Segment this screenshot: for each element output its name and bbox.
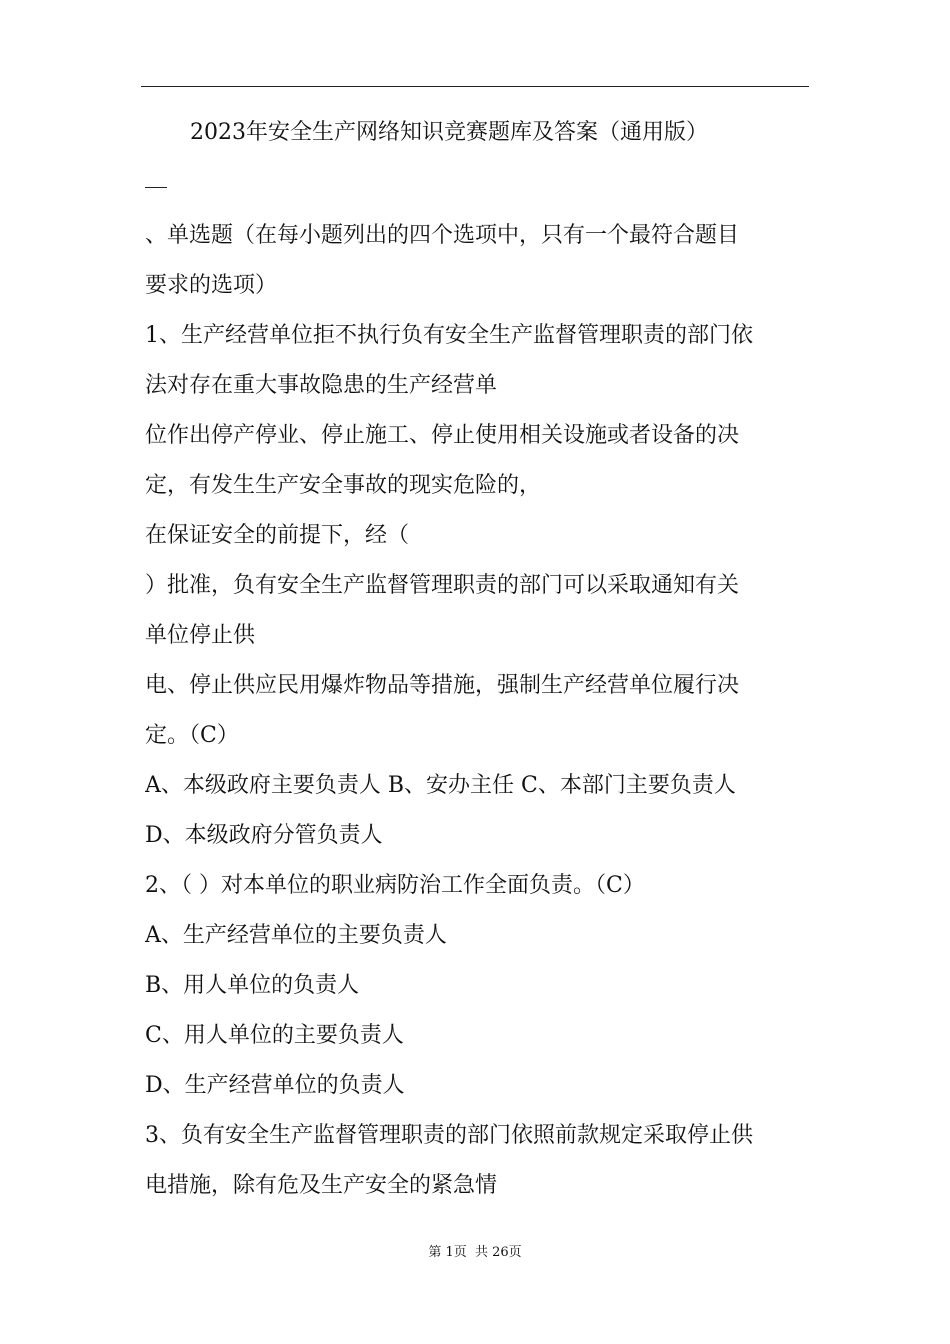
question-3-line: 电措施，除有危及生产安全的紧急情 (145, 1173, 498, 1198)
question-1-answer: 定。（C） (145, 723, 239, 748)
document-body (145, 170, 810, 1220)
section-marker (145, 170, 810, 220)
question-1-line: 单位停止供 (145, 623, 256, 648)
question-1-line: 电、停止供应民用爆炸物品等措施，强制生产经营单位履行决 (145, 673, 740, 698)
body-line: 要求的选项） (145, 273, 278, 298)
question-1-line: ）批准，负有安全生产监督管理职责的部门可以采取通知有关 (145, 573, 740, 598)
question-2-option-a: A、生产经营单位的主要负责人 (145, 923, 447, 948)
question-1-line: 在保证安全的前提下，经（ (145, 523, 410, 548)
header-rule (141, 86, 809, 87)
question-2-option-c: C、用人单位的主要负责人 (145, 1023, 404, 1048)
question-1-line: 定，有发生生产安全事故的现实危险的， (145, 473, 542, 498)
section-marker-dash (145, 187, 167, 188)
question-1-line: 位作出停产停业、停止施工、停止使用相关设施或者设备的决 (145, 423, 740, 448)
question-1-line: 法对存在重大事故隐患的生产经营单 (145, 373, 498, 398)
document-title: 2023年安全生产网络知识竞赛题库及答案（通用版） (190, 120, 708, 145)
page-footer: 第 1页 共 26页 (428, 1245, 522, 1260)
question-1-options: A、本级政府主要负责人 B、安办主任 C、本部门主要负责人 (145, 773, 736, 798)
question-3-line: 3、负有安全生产监督管理职责的部门依照前款规定采取停止供 (145, 1123, 753, 1148)
question-2-line: 2、（ ）对本单位的职业病防治工作全面负责。（C） (145, 873, 645, 898)
question-1-option-d: D、本级政府分管负责人 (145, 823, 383, 848)
question-1-line: 1、生产经营单位拒不执行负有安全生产监督管理职责的部门依 (145, 323, 753, 348)
question-2-option-d: D、生产经营单位的负责人 (145, 1073, 405, 1098)
question-2-option-b: B、用人单位的负责人 (145, 973, 360, 998)
body-line: 、单选题（在每小题列出的四个选项中，只有一个最符合题目 (145, 223, 740, 248)
